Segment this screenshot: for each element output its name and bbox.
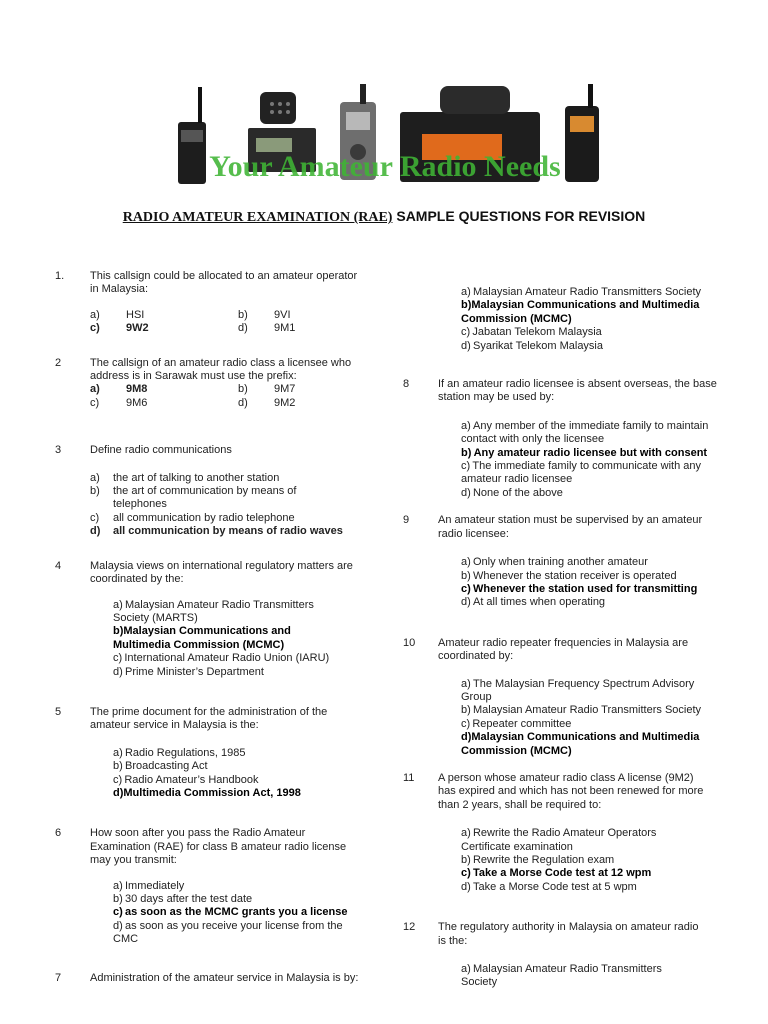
question-number: 1. xyxy=(55,270,65,282)
answer-option: d)Malaysian Communications and Multimedia Commission (MCMC) xyxy=(461,731,700,757)
option-text: d) None of the above xyxy=(461,486,563,499)
question-text: If an amateur radio licensee is absent overseas, the base station may be used by: xyxy=(438,378,717,404)
question-3 xyxy=(55,444,385,538)
option-letter: a) xyxy=(90,308,100,321)
answer-option: b)Malaysian Communications and Multimedia Commission (MCMC) xyxy=(113,625,291,651)
question-number: 2 xyxy=(55,356,62,369)
option-text: c) The immediate family to communicate with any amateur radio licensee xyxy=(461,460,702,486)
option-letter: b) xyxy=(90,485,100,498)
question-text: Administration of the amateur service in Malaysia is by: xyxy=(90,971,359,984)
option-text: a) Malaysian Amateur Radio Transmitters Society (MARTS) xyxy=(113,598,314,624)
option-text: d) Syarikat Telekom Malaysia xyxy=(461,339,603,352)
answer-option: b) Any amateur radio licensee but with consent xyxy=(461,446,708,459)
question-1 xyxy=(55,270,385,336)
question-10 xyxy=(403,637,733,758)
option-text: c) Jabatan Telekom Malaysia xyxy=(461,326,602,339)
question-number: 9 xyxy=(403,514,410,527)
question-7 xyxy=(55,972,385,985)
question-2 xyxy=(55,357,385,411)
question-11 xyxy=(403,772,733,894)
option-text: 9M6 xyxy=(126,396,148,409)
option-text: b) Rewrite the Regulation exam xyxy=(461,854,615,866)
question-text: A person whose amateur radio class A license (9M2) has expired and which has not been renewed for more than 2 years, shall be required to: xyxy=(438,771,704,811)
question-text: The callsign of an amateur radio class a licensee who address is in Sarawak must use the prefix: xyxy=(90,356,352,383)
option-text: the art of talking to another station xyxy=(113,471,280,484)
question-5 xyxy=(55,706,385,800)
option-letter: c) xyxy=(90,511,100,524)
question-text: Define radio communications xyxy=(90,444,232,457)
answer-option: b)Malaysian Communications and Multimedia Commission (MCMC) xyxy=(461,299,700,325)
option-letter: d) xyxy=(90,525,101,538)
left-column xyxy=(55,270,385,985)
question-7-options xyxy=(403,286,733,353)
option-text: a) Rewrite the Radio Amateur Operators Certificate examination xyxy=(461,827,657,853)
option-letter: d) xyxy=(238,396,248,409)
option-text: a) Immediately xyxy=(113,879,185,892)
question-text: An amateur station must be supervised by an amateur radio licensee: xyxy=(438,514,703,540)
question-8 xyxy=(403,378,733,500)
question-number: 7 xyxy=(55,971,62,984)
option-text: a) Radio Regulations, 1985 xyxy=(113,746,246,759)
question-number: 4 xyxy=(55,559,62,572)
option-letter: d) xyxy=(238,322,248,335)
right-column xyxy=(403,286,733,990)
option-text: 9M7 xyxy=(274,383,296,396)
option-text: 9M1 xyxy=(274,322,296,335)
option-text: HSI xyxy=(126,308,145,321)
option-text: d) At all times when operating xyxy=(461,596,606,609)
question-text: Amateur radio repeater frequencies in Malaysia are coordinated by: xyxy=(438,636,689,663)
question-number: 11 xyxy=(403,771,415,784)
question-text: The regulatory authority in Malaysia on amateur radio is the: xyxy=(438,921,699,947)
option-text: b) 30 days after the test date xyxy=(113,893,253,905)
option-letter: c) xyxy=(90,396,100,409)
answer-option: d)Multimedia Commission Act, 1998 xyxy=(113,786,301,799)
question-text: The prime document for the administration of the amateur service in Malaysia is the: xyxy=(90,705,328,732)
option-letter: b) xyxy=(238,308,248,321)
option-text: c) Radio Amateur’s Handbook xyxy=(113,773,259,786)
question-number: 3 xyxy=(55,444,62,457)
option-text: b) Malaysian Amateur Radio Transmitters Society xyxy=(461,704,702,717)
question-number: 8 xyxy=(403,378,410,391)
option-text: c) Repeater committee xyxy=(461,717,572,730)
question-text: How soon after you pass the Radio Amateur Examination (RAE) for class B amateur radio license may you transmit: xyxy=(90,827,347,867)
option-text: a) Only when training another amateur xyxy=(461,556,648,569)
option-letter: a) xyxy=(90,383,100,396)
question-number: 6 xyxy=(55,827,62,840)
header-banner xyxy=(160,82,610,194)
document-title xyxy=(0,208,768,226)
option-text: 9M2 xyxy=(274,396,296,409)
question-12 xyxy=(403,921,733,990)
question-text: This callsign could be allocated to an amateur operator in Malaysia: xyxy=(90,270,358,296)
banner-slogan: Your Amateur Radio Needs xyxy=(209,150,561,183)
title-exam-name: RADIO AMATEUR EXAMINATION (RAE) xyxy=(122,210,393,225)
option-letter: b) xyxy=(238,383,248,396)
answer-option: c) Take a Morse Code test at 12 wpm xyxy=(461,867,652,880)
question-number: 5 xyxy=(55,705,62,718)
option-letter: a) xyxy=(90,471,100,484)
option-text: a) Malaysian Amateur Radio Transmitters Society xyxy=(461,286,702,298)
option-text: b) Whenever the station receiver is operated xyxy=(461,569,677,582)
option-text: the art of communication by means of telephones xyxy=(113,485,297,511)
option-text: a) Any member of the immediate family to maintain contact with only the licensee xyxy=(461,419,709,446)
title-subtitle: SAMPLE QUESTIONS FOR REVISION xyxy=(392,208,646,224)
answer-option: all communication by means of radio waves xyxy=(113,525,343,538)
answer-option: c) Whenever the station used for transmitting xyxy=(461,582,698,595)
question-text: Malaysia views on international regulatory matters are coordinated by the: xyxy=(90,559,353,586)
question-4 xyxy=(55,560,385,679)
option-text: d) as soon as you receive your license from the CMC xyxy=(113,919,343,946)
answer-option: c) as soon as the MCMC grants you a license xyxy=(113,906,348,919)
option-text: b) Broadcasting Act xyxy=(113,760,208,773)
option-letter: c) xyxy=(90,322,100,335)
answer-option: 9W2 xyxy=(126,322,149,335)
question-number: 10 xyxy=(403,636,416,649)
question-9 xyxy=(403,514,733,609)
option-text: a) Malaysian Amateur Radio Transmitters Society xyxy=(461,963,662,989)
option-text: c) International Amateur Radio Union (IARU) xyxy=(113,652,330,665)
option-text: d) Prime Minister’s Department xyxy=(113,665,264,678)
option-text: all communication by radio telephone xyxy=(113,511,295,524)
question-number: 12 xyxy=(403,921,416,934)
option-text: d) Take a Morse Code test at 5 wpm xyxy=(461,880,637,893)
question-6 xyxy=(55,827,385,946)
answer-option: 9M8 xyxy=(126,383,148,396)
option-text: 9VI xyxy=(274,308,291,321)
option-text: a) The Malaysian Frequency Spectrum Advisory Group xyxy=(461,677,695,703)
